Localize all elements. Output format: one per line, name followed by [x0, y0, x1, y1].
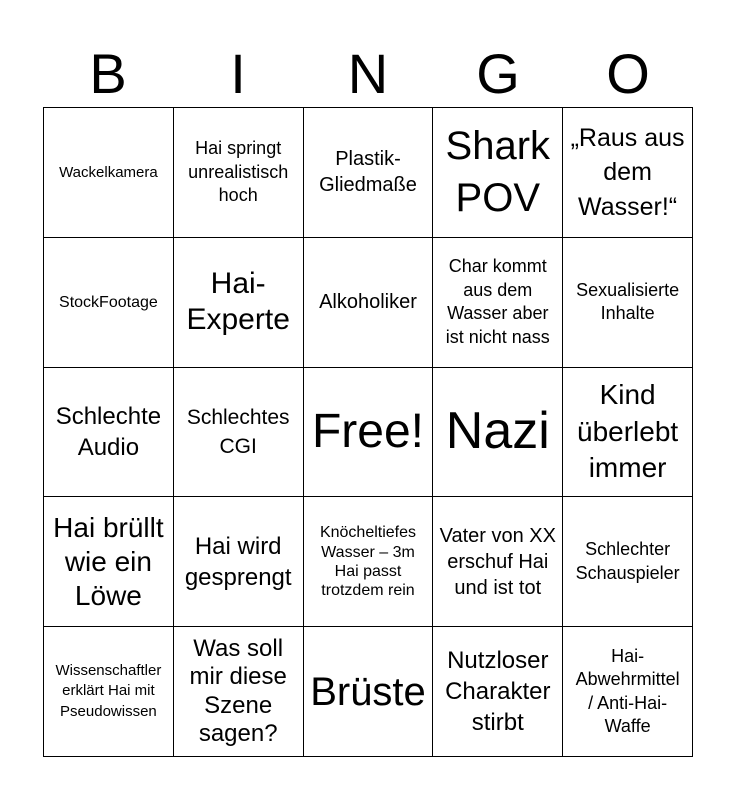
bingo-cell[interactable] [174, 108, 304, 238]
cell-text: Schlechtes CGI [186, 405, 290, 458]
bingo-cell[interactable] [433, 497, 563, 627]
bingo-board [43, 107, 693, 757]
cell-text: Plastik-Gliedmaße [319, 148, 417, 197]
cell-text: Wackelkamera [59, 163, 158, 181]
bingo-cell[interactable] [563, 627, 693, 757]
bingo-cell[interactable] [304, 497, 434, 627]
cell-text: Hai-Experte [186, 266, 290, 337]
cell-text: Free! [311, 404, 424, 458]
cell-text: Brüste [310, 669, 426, 714]
bingo-header [43, 40, 693, 108]
bingo-cell[interactable] [563, 368, 693, 498]
bingo-cell[interactable] [44, 627, 174, 757]
header-letter-n: N [347, 42, 389, 105]
bingo-cell[interactable] [563, 497, 693, 627]
bingo-cell[interactable] [44, 108, 174, 238]
cell-text: StockFootage [59, 293, 158, 311]
cell-text: Knöcheltiefes Wasser – 3m Hai passt trotzdem rein [319, 524, 417, 599]
bingo-cell[interactable] [304, 108, 434, 238]
cell-text: Hai springt unrealistisch hoch [188, 138, 289, 206]
cell-text: „Raus aus dem Wasser!“ [570, 123, 685, 221]
cell-text: Alkoholiker [319, 291, 417, 314]
bingo-cell[interactable] [563, 108, 693, 238]
cell-text: Schlechter Schauspieler [575, 539, 680, 583]
cell-text: Was soll mir diese Szene sagen? [189, 634, 287, 747]
bingo-cell[interactable] [563, 238, 693, 368]
bingo-cell[interactable] [304, 238, 434, 368]
cell-text: Char kommt aus dem Wasser aber ist nicht nass [445, 256, 550, 347]
bingo-cell[interactable] [44, 238, 174, 368]
header-letter-i: I [230, 42, 246, 105]
bingo-cell[interactable] [44, 368, 174, 498]
cell-text: Shark POV [445, 124, 551, 221]
bingo-cell[interactable] [433, 627, 563, 757]
cell-text: Vater von XX erschuf Hai und ist tot [439, 524, 556, 599]
bingo-cell[interactable] [174, 368, 304, 498]
cell-text: Sexualisierte Inhalte [576, 279, 680, 324]
bingo-cell[interactable] [174, 238, 304, 368]
header-letter-g: G [476, 42, 520, 105]
free-cell[interactable] [304, 368, 434, 498]
bingo-cell[interactable] [433, 368, 563, 498]
cell-text: Hai wird gesprengt [184, 532, 292, 591]
cell-text: Schlechte Audio [55, 402, 162, 461]
cell-text: Hai brüllt wie ein Löwe [53, 511, 164, 611]
bingo-cell[interactable] [44, 497, 174, 627]
cell-text: Wissenschaftler erklärt Hai mit Pseudowissen [55, 662, 162, 720]
header-letter-o: O [606, 42, 650, 105]
bingo-cell[interactable] [433, 238, 563, 368]
bingo-cell[interactable] [433, 108, 563, 238]
bingo-cell[interactable] [174, 497, 304, 627]
cell-text: Nutzloser Charakter stirbt [445, 646, 551, 737]
header-letter-b: B [89, 42, 127, 105]
cell-text: Nazi [445, 402, 550, 461]
bingo-cell[interactable] [304, 627, 434, 757]
cell-text: Hai-Abwehrmittel / Anti-Hai-Waffe [575, 645, 680, 736]
bingo-cell[interactable] [174, 627, 304, 757]
cell-text: Kind überlebt immer [577, 379, 679, 484]
